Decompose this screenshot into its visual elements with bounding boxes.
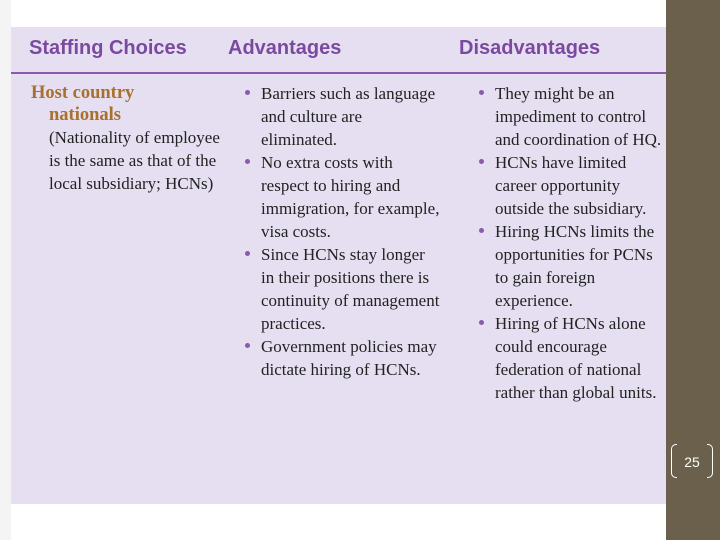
choice-description: (Nationality of employee is the same as that of the local subsidiary; HCNs) bbox=[49, 128, 220, 193]
choice-title bbox=[31, 82, 221, 126]
list-item bbox=[469, 220, 664, 312]
staffing-choice-cell bbox=[31, 82, 221, 195]
advantage-text: Government policies may dictate hiring of HCNs. bbox=[261, 337, 437, 379]
bullet-dot-icon bbox=[245, 251, 250, 256]
advantage-text: Since HCNs stay longer in their positions there is continuity of management practices. bbox=[261, 245, 440, 333]
advantages-list bbox=[235, 82, 441, 381]
list-item bbox=[235, 335, 441, 381]
bullet-dot-icon bbox=[245, 343, 250, 348]
disadvantage-text: Hiring HCNs limits the opportunities for PCNs to gain foreign experience. bbox=[495, 222, 655, 310]
bullet-dot-icon bbox=[245, 159, 250, 164]
header-staffing-choices: Staffing Choices bbox=[29, 37, 187, 59]
page-number-bracket-right bbox=[707, 444, 713, 478]
table-header-row bbox=[11, 27, 666, 74]
disadvantages-cell bbox=[469, 82, 664, 404]
list-item bbox=[235, 151, 441, 243]
header-disadvantages: Disadvantages bbox=[459, 37, 601, 59]
page-number: 25 bbox=[684, 454, 700, 470]
choice-title-line1: Host country bbox=[31, 83, 135, 103]
left-margin-strip bbox=[0, 0, 11, 540]
advantages-cell bbox=[235, 82, 441, 381]
list-item bbox=[469, 151, 664, 220]
header-advantages: Advantages bbox=[228, 37, 342, 59]
staffing-table bbox=[11, 27, 666, 504]
list-item bbox=[469, 82, 664, 151]
choice-title-line2: nationals bbox=[49, 105, 121, 125]
disadvantage-text: They might be an impediment to control and coordination of HQ. bbox=[495, 84, 662, 149]
list-item bbox=[235, 243, 441, 335]
disadvantages-list bbox=[469, 82, 664, 404]
bullet-dot-icon bbox=[245, 90, 250, 95]
bullet-dot-icon bbox=[479, 228, 484, 233]
disadvantage-text: HCNs have limited career opportunity outside the subsidiary. bbox=[495, 153, 647, 218]
list-item bbox=[469, 312, 664, 404]
advantage-text: Barriers such as language and culture are eliminated. bbox=[261, 84, 436, 149]
list-item bbox=[235, 82, 441, 151]
disadvantage-text: Hiring of HCNs alone could encourage federation of national rather than global units. bbox=[495, 314, 657, 402]
advantage-text: No extra costs with respect to hiring and immigration, for example, visa costs. bbox=[261, 153, 440, 241]
bullet-dot-icon bbox=[479, 159, 484, 164]
bullet-dot-icon bbox=[479, 320, 484, 325]
bullet-dot-icon bbox=[479, 90, 484, 95]
